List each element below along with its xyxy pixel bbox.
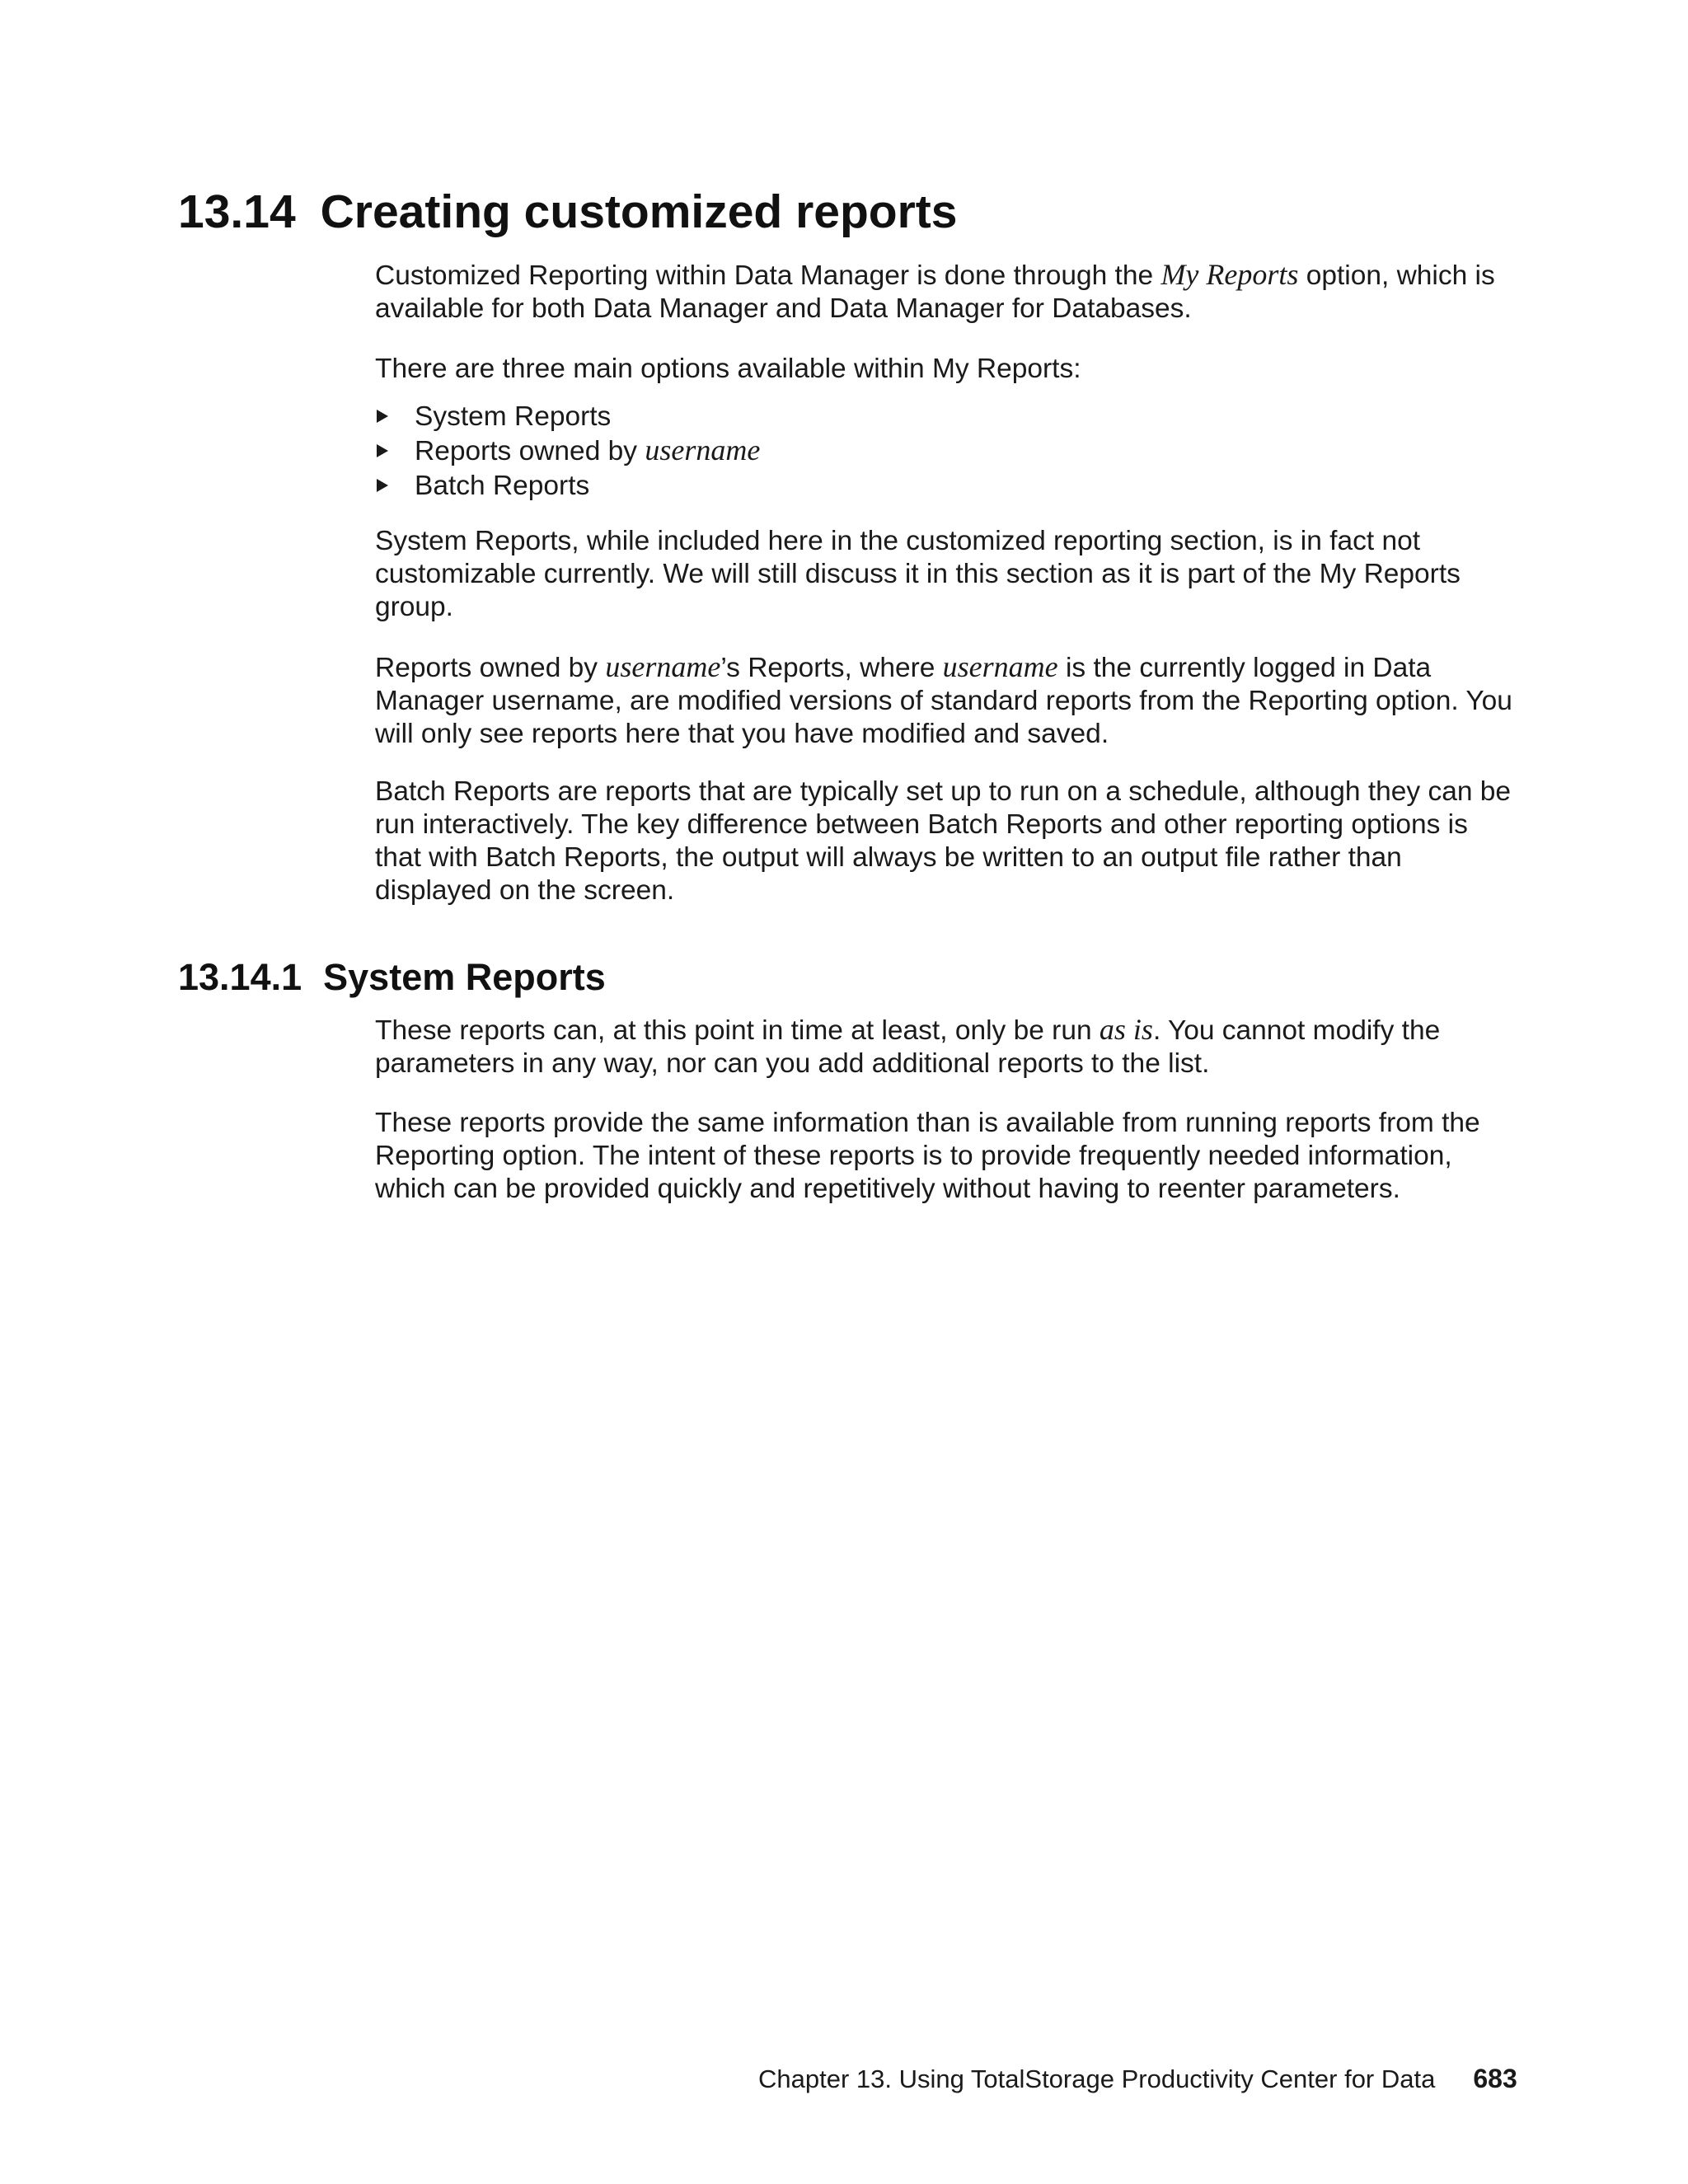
text-span: These reports can, at this point in time at least, only be run (375, 1015, 1100, 1046)
text-line: Manager username, are modified versions of standard reports from the Reporting option. You (375, 686, 1512, 716)
paragraph-intro (375, 258, 1512, 326)
text-line: run interactively. The key difference between Batch Reports and other reporting options is (375, 809, 1468, 840)
text-span: ’s Reports, where (720, 653, 943, 683)
list-item (375, 434, 1512, 468)
list-item-text: System Reports (415, 401, 612, 432)
text-span: is the currently logged in Data (1057, 653, 1432, 683)
text-line: System Reports, while included here in the customized reporting section, is in fact not (375, 526, 1421, 556)
subsection-heading (178, 954, 606, 1001)
options-list (375, 399, 1512, 503)
text-line: group. (375, 592, 453, 622)
text-line: that with Batch Reports, the output will always be written to an output file rather than (375, 842, 1402, 873)
intro-text-cont: option, which is (1298, 260, 1495, 291)
text-line: customizable currently. We will still discuss it in this section as it is part of the My Reports (375, 559, 1461, 589)
subsection-title: System Reports (323, 956, 606, 998)
page-footer (758, 2062, 1517, 2096)
text-span: Reports owned by (375, 653, 606, 683)
paragraph-options (375, 353, 1512, 386)
username-emphasis: username (605, 650, 721, 683)
text-span: . You cannot modify the (1152, 1015, 1441, 1046)
text-line: which can be provided quickly and repetitively without having to reenter parameters. (375, 1174, 1400, 1204)
list-item-text: Batch Reports (415, 471, 590, 501)
page-number: 683 (1473, 2064, 1517, 2093)
my-reports-emphasis: My Reports (1160, 258, 1299, 291)
list-item (375, 468, 1512, 503)
subsection-number: 13.14.1 (178, 956, 302, 998)
chapter-title: Chapter 13. Using TotalStorage Productivity Center for Data (758, 2064, 1436, 2093)
paragraph-as-is (375, 1013, 1512, 1080)
bullet-triangle-icon (377, 479, 388, 492)
bullet-triangle-icon (377, 410, 388, 423)
paragraph-batch-reports (375, 776, 1512, 907)
intro-text: Customized Reporting within Data Manager is done through the (375, 260, 1161, 291)
text-line: parameters in any way, nor can you add additional reports to the list. (375, 1048, 1210, 1079)
section-title: Creating customized reports (320, 185, 958, 238)
paragraph-owned-reports (375, 650, 1512, 751)
intro-text-line2: available for both Data Manager and Data Manager for Databases. (375, 293, 1192, 324)
username-emphasis: username (942, 650, 1058, 683)
list-item (375, 399, 1512, 434)
list-item-text: Reports owned by (415, 436, 645, 466)
list-item-italic: username (645, 434, 761, 466)
text-line: will only see reports here that you have modified and saved. (375, 719, 1109, 749)
as-is-emphasis: as is (1099, 1013, 1153, 1046)
paragraph-system-reports (375, 525, 1512, 624)
text-line: Reporting option. The intent of these reports is to provide frequently needed information, (375, 1141, 1452, 1171)
paragraph-same-information (375, 1107, 1512, 1206)
text-line: Batch Reports are reports that are typically set up to run on a schedule, although they can be (375, 776, 1512, 807)
section-heading (178, 183, 957, 241)
section-number: 13.14 (178, 185, 296, 238)
text-line: displayed on the screen. (375, 875, 675, 906)
text-line: These reports provide the same information than is available from running reports from the (375, 1108, 1480, 1138)
options-intro-text: There are three main options available within My Reports: (375, 354, 1081, 384)
bullet-triangle-icon (377, 444, 388, 457)
